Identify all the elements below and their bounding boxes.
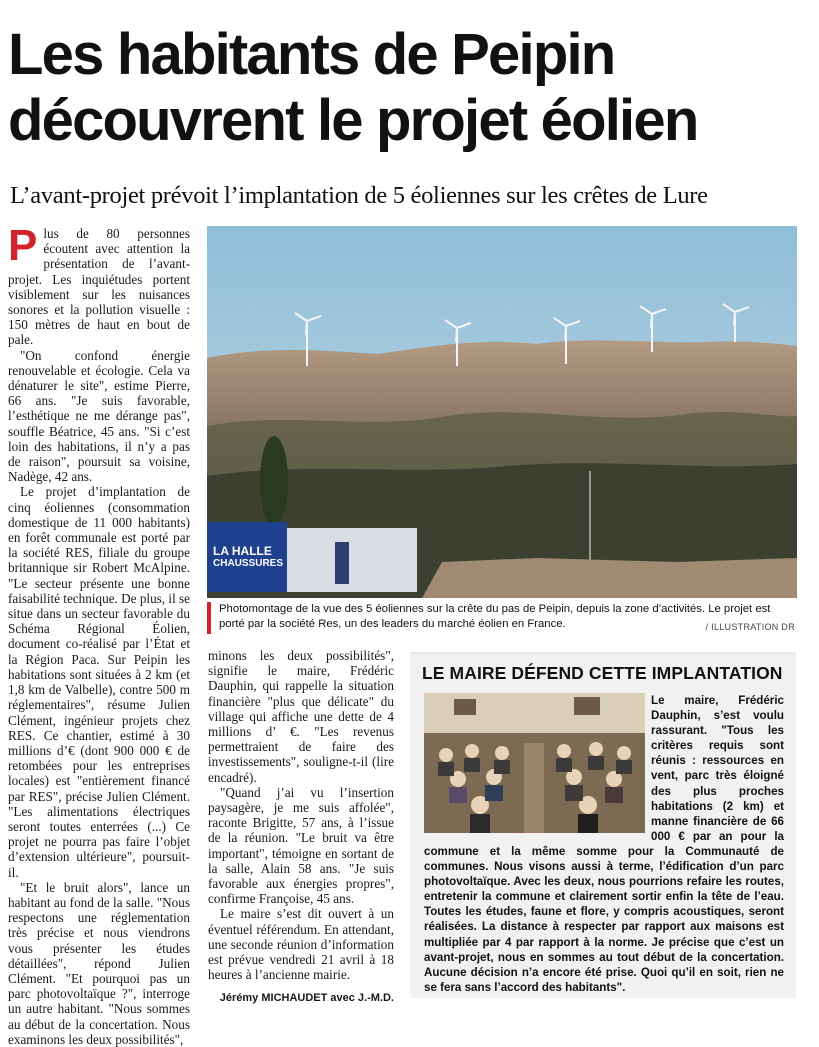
store-sign-line1: LA HALLE — [213, 544, 272, 558]
sidebar-title: LE MAIRE DÉFEND CETTE IMPLANTATION — [422, 663, 783, 683]
store-sign-line2: CHAUSSURES — [213, 558, 284, 569]
paragraph: Le maire s’est dit ouvert à un éventuel référendum. En attendant, une seconde réunion d’information est prévue vendredi 21 avril à 18 heures à l’ancienne mairie. — [208, 906, 394, 983]
mayor-sidebar — [410, 652, 796, 998]
photo-credit: / ILLUSTRATION DR — [705, 622, 795, 632]
dropcap: P — [8, 221, 38, 270]
sidebar-text: Le maire, Frédéric Dauphin, s’est voulu rassurant. "Tous les critères requis sont réunis : ressources en vent, parc très éloigné des plus proches habitations (2 km) et manne financière de 66 000 € par an pour la commune et la même somme pour la Communauté de communes. Nous visons aussi à terme, l’édification d’un parc photovoltaïque. Avec les deux, nous pourrions refaire les routes, entretenir la commune et clairement sortir enfin la tête de l’eau. Toutes les études, faune et flore, y compris acoustiques, seront réalisées. La distance à respecter par rapport aux maisons est multipliée par 4 par rapport à la norme. Je précise que c’est un avant-projet, nous en sommes au tout début de la concertation. Aucune décision n’a encore été prise. Quoi qu’il en soit, rien ne se fera sans l’accord des habitants". — [424, 694, 784, 994]
paragraph: minons les deux possibilités", signifie le maire, Frédéric Dauphin, qui rappelle la situation financière "plus que délicate" du village qui affiche une dette de 4 millions d’ €. "Les revenus permettraient de faire des investissements", souligne-t-il (lire encadré). — [208, 648, 394, 785]
paragraph: Le projet d’implantation de cinq éoliennes (consommation domestique de 11 000 habitants) en forêt communale est porté par la société RES, filiale du groupe britannique sir Robert McAlpine. "Le secteur présente une bonne faisabilité technique. De plus, il se situe dans un secteur favorable du Schéma Régional Éolien, document co-réalisé par l’État et la Région Paca. Sur Peipin les habitations sont situées à 2 km (et 1,8 km de Valbelle), contre 500 m réglementaires", résume Julien Clément, ingénieur projets chez RES. Ce chantier, estimé à 30 millions d’€ (dont 900 000 € de retombées pour les entreprises locales) est "entièrement financé par RES", précise Julien Clément. "Les alimentations électriques seront toutes enterrées (...) Ce projet ne pourra pas faire l’objet d’extension ultérieure", poursuit-il. — [8, 484, 191, 880]
paragraph: Plus de 80 personnes écoutent avec attention la présentation de l’avant-projet. Les inquiétudes portent visiblement sur les nuisances sonores et la pollution visuelle : 150 mètres de haut en bout de pale. — [8, 221, 190, 348]
byline: Jérémy MICHAUDET avec J.-M.D. — [219, 992, 394, 1004]
caption-text: Photomontage de la vue des 5 éoliennes sur la crête du pas de Peipin, depuis la zone d’activités. Le projet est porté par la société Res, un des leaders du marché éolien en France. — [219, 603, 771, 630]
wind-farm-photomontage — [207, 226, 797, 598]
paragraph: "Et le bruit alors", lance un habitant au fond de la salle. "Nous respectons une réglementation très précise et nous viendrons vous présenter les études détaillées", répond Julien Clément. "Et pourquoi pas un parc photovoltaïque ?", interroge un autre habitant. "Nous sommes au début de la concertation. Nous examinons les deux possibilités", — [8, 879, 190, 1047]
article-column-2 — [208, 648, 394, 983]
subheadline: L’avant-projet prévoit l’implantation de 5 éoliennes sur les crêtes de Lure — [10, 182, 708, 209]
headline: Les habitants de Peipin découvrent le projet éolien — [8, 22, 698, 153]
paragraph: "Quand j’ai vu l’insertion paysagère, je me suis affolée", raconte Brigitte, 57 ans, à l’issue de la réunion. "Le bruit va être important", témoigne en sortant de la salle, Alain 58 ans. "Je suis favorable aux énergies propres", confirme Françoise, 45 ans. — [208, 784, 394, 907]
paragraph: "On confond énergie renouvelable et écologie. Cela va dénaturer le site", estime Pierre, 66 ans. "Je suis favorable, l’esthétique ne me dérange pas", souffle Béatrice, 45 ans. "Si c’est loin des habitations, il n’y a pas de raison", poursuit sa voisine, Nadège, 42 ans. — [8, 347, 190, 485]
article-column-1 — [8, 221, 191, 1047]
photo-caption — [207, 602, 797, 638]
caption-accent-bar — [207, 602, 211, 634]
